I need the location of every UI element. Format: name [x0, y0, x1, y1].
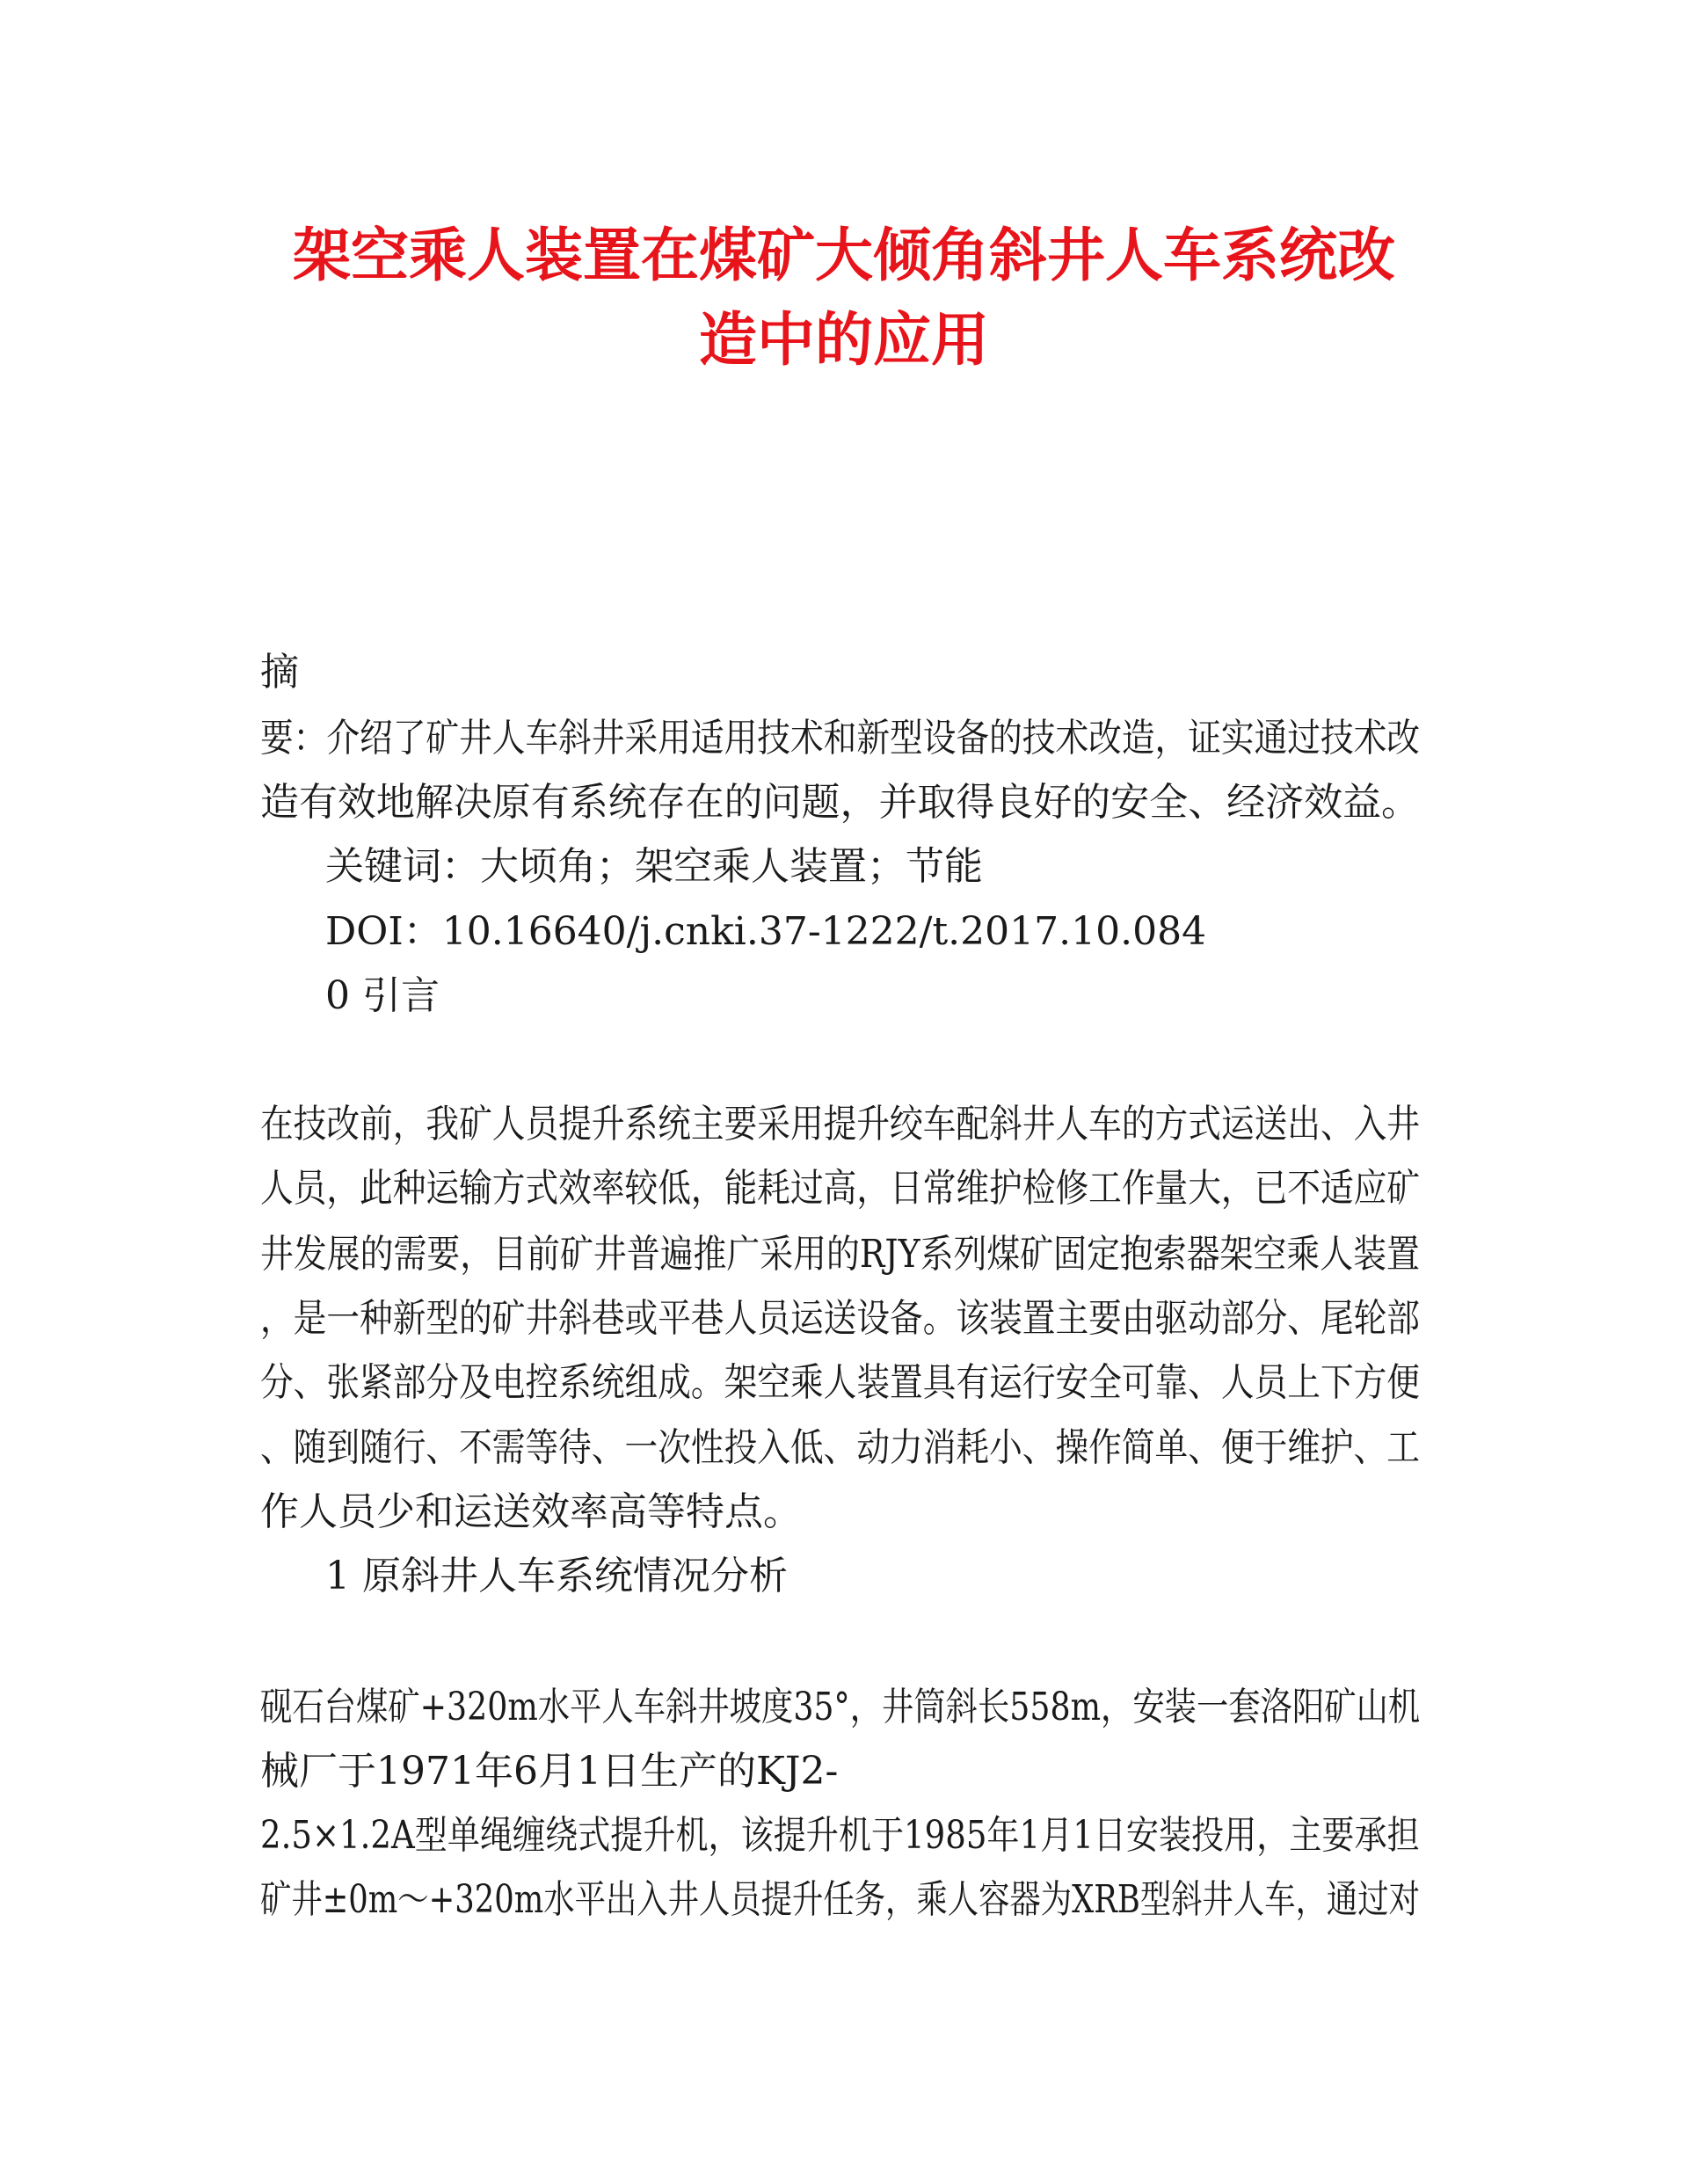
abstract-label: 摘 — [260, 650, 299, 695]
paragraph-line: 2.5×1.2A型单绳缠绕式提升机，该提升机于1985年1月1日安装投用，主要承担 — [260, 1813, 1420, 1858]
abstract-line: 要：介绍了矿井人车斜井采用适用技术和新型设备的技术改造，证实通过技术改 — [260, 716, 1420, 761]
abstract-line: 造有效地解决原有系统存在的问题，并取得良好的安全、经济效益。 — [260, 780, 1420, 825]
paragraph-line: 人员，此种运输方式效率较低，能耗过高，日常维护检修工作量大，已不适应矿 — [260, 1166, 1420, 1211]
paragraph-line: 矿井±0m～+320m水平出入井人员提升任务，乘人容器为XRB型斜井人车，通过对 — [260, 1877, 1420, 1922]
paragraph-line: 在技改前，我矿人员提升系统主要采用提升绞车配斜井人车的方式运送出、入井 — [260, 1102, 1420, 1147]
document-title-line-2: 造中的应用 — [699, 305, 989, 374]
doi: DOI：10.16640/j.cnki.37-1222/t.2017.10.084 — [325, 909, 1207, 954]
keywords: 关键词：大顷角；架空乘人装置；节能 — [325, 844, 983, 889]
paragraph-line: 砚石台煤矿+320m水平人车斜井坡度35°，井筒斜长558m，安装一套洛阳矿山机 — [260, 1685, 1421, 1729]
paragraph-line: 井发展的需要，目前矿井普遍推广采用的RJY系列煤矿固定抱索器架空乘人装置 — [260, 1232, 1420, 1277]
document-title-line-1: 架空乘人装置在煤矿大倾角斜井人车系统改 — [293, 221, 1395, 289]
paragraph-line: ，是一种新型的矿井斜巷或平巷人员运送设备。该装置主要由驱动部分、尾轮部 — [260, 1296, 1420, 1341]
section-heading-1: 1 原斜井人车系统情况分析 — [325, 1554, 788, 1598]
paragraph-line: 械厂于1971年6月1日生产的KJ2- — [260, 1749, 839, 1794]
paragraph-line: 分、张紧部分及电控系统组成。架空乘人装置具有运行安全可靠、人员上下方便 — [260, 1360, 1420, 1405]
section-heading-intro: 0 引言 — [325, 973, 440, 1018]
paragraph-line: 、随到随行、不需等待、一次性投入低、动力消耗小、操作简单、便于维护、工 — [260, 1425, 1420, 1470]
paragraph-line: 作人员少和运送效率高等特点。 — [260, 1489, 802, 1534]
